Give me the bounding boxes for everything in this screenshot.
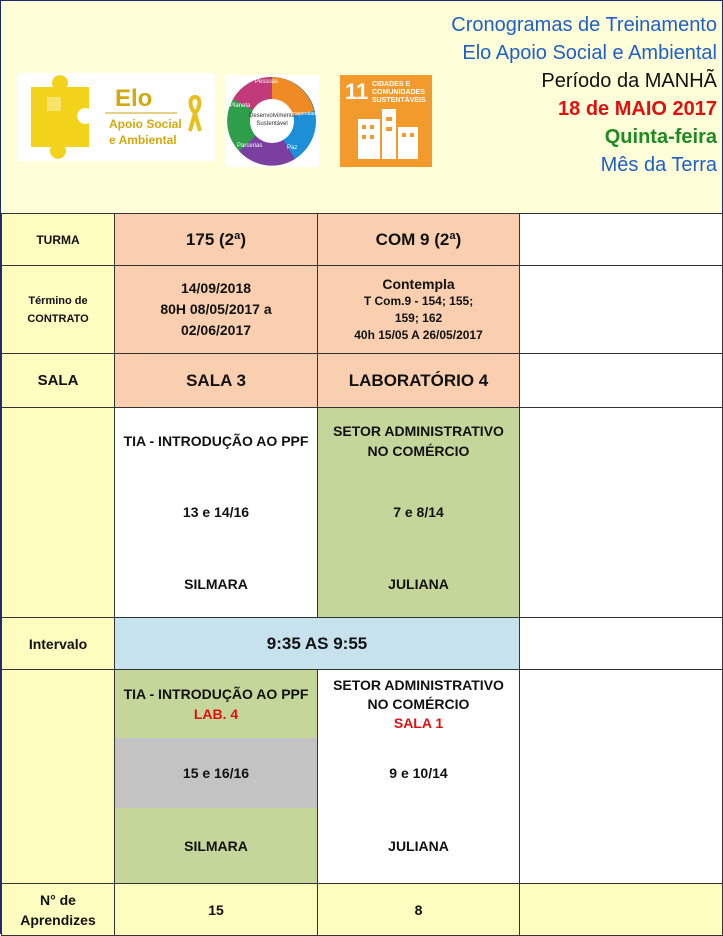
header-line-6: Mês da Terra [600, 154, 717, 176]
sdg-number: 11 [345, 79, 369, 104]
row-period-1 [2, 408, 723, 618]
row-termino [2, 266, 723, 354]
p2-a-room: LAB. 4 [193, 706, 239, 722]
elo-title: Elo [115, 85, 153, 112]
city-buildings-icon [340, 75, 432, 167]
p1-a-teacher: SILMARA [184, 575, 248, 592]
empty-cell [520, 884, 723, 936]
aprendizes-label-1: N° de [40, 891, 76, 908]
row-turma [2, 214, 723, 266]
header-line-3: Período da MANHÃ [541, 70, 717, 92]
ods-paz: Paz [287, 145, 298, 151]
sala-b: LABORATÓRIO 4 [318, 354, 520, 408]
p1-b-days: 7 e 8/14 [393, 504, 444, 520]
header-titles [451, 11, 717, 179]
header-date: 18 de MAIO 2017 [558, 98, 717, 120]
ods-pessoas: Pessoas [255, 79, 279, 85]
ods-parcerias: Parcerias [237, 143, 263, 149]
p2-a-teacher: SILMARA [115, 808, 317, 883]
intervalo-label: Intervalo [2, 618, 115, 670]
termino-b-3: 159; 162 [394, 311, 443, 325]
turma-label: TURMA [2, 214, 115, 266]
termino-a-2: 80H 08/05/2017 a [160, 301, 272, 317]
p1-a-subject: TIA - INTRODUÇÃO AO PPF [123, 433, 309, 449]
termino-b-4: 40h 15/05 A 26/05/2017 [354, 328, 483, 342]
p2-a-subject: TIA - INTRODUÇÃO AO PPF [123, 686, 309, 702]
p2-a-subject-block [115, 670, 317, 738]
termino-b-1: Contempla [382, 276, 455, 292]
period-2-label [2, 670, 115, 884]
p1-b-subject [318, 408, 519, 474]
row-sala [2, 354, 723, 408]
empty-cell [520, 354, 723, 408]
header-weekday: Quinta-feira [604, 126, 717, 148]
termino-a-1: 14/09/2018 [180, 280, 252, 296]
p1-b-subject-2: NO COMÉRCIO [367, 443, 470, 459]
ods-center-label-2: Sustentável [256, 121, 288, 127]
ods-planeta: Planeta [230, 103, 251, 109]
p2-b-subject-1: SETOR ADMINISTRATIVO [333, 676, 504, 693]
termino-b [318, 266, 520, 354]
period-1-label [2, 408, 115, 618]
ods-prosperidade: Prosperidade [289, 111, 319, 117]
period-2-b [318, 670, 520, 884]
period-1-b [318, 408, 520, 618]
termino-b-2: T Com.9 - 154; 155; [363, 294, 474, 308]
aprendizes-label-2: Aprendizes [20, 911, 96, 928]
p2-a-days: 15 e 16/16 [115, 738, 317, 808]
turma-b: COM 9 (2ª) [318, 214, 520, 266]
turma-a: 175 (2ª) [115, 214, 318, 266]
p2-b-subject-2: NO COMÉRCIO [367, 695, 470, 712]
p2-b-days: 9 e 10/14 [389, 765, 448, 781]
elo-logo [17, 73, 215, 161]
aprendizes-a: 15 [115, 884, 318, 936]
row-intervalo [2, 618, 723, 670]
empty-cell [520, 408, 723, 618]
row-aprendizes [2, 884, 723, 936]
p1-a-days: 13 e 14/16 [182, 504, 250, 520]
row-period-2 [2, 670, 723, 884]
elo-subtitle-1: Apoio Social [109, 117, 182, 131]
intervalo-value: 9:35 AS 9:55 [115, 618, 520, 670]
sala-label: SALA [2, 354, 115, 408]
sustainable-development-logo [225, 75, 319, 167]
sdg-11-logo [340, 75, 432, 167]
ods-center-label-1: Desenvolvimento [249, 113, 296, 119]
aprendizes-label [2, 884, 115, 936]
termino-a [115, 266, 318, 354]
header [1, 1, 722, 215]
header-line-2: Elo Apoio Social e Ambiental [462, 42, 717, 64]
empty-cell [520, 266, 723, 354]
header-line-1: Cronogramas de Treinamento [451, 14, 717, 36]
aprendizes-b: 8 [318, 884, 520, 936]
period-1-a [115, 408, 318, 618]
empty-cell [520, 214, 723, 266]
termino-label-1: Término de [28, 294, 88, 307]
p2-b-teacher: JULIANA [388, 837, 449, 854]
elo-subtitle-2: e Ambiental [109, 133, 177, 147]
p1-b-subject-1: SETOR ADMINISTRATIVO [333, 423, 504, 439]
empty-cell [520, 670, 723, 884]
sdg-title: CIDADES E COMUNIDADES SUSTENTÁVEIS [372, 81, 426, 104]
p2-b-subject-block [318, 670, 519, 738]
sala-a: SALA 3 [115, 354, 318, 408]
termino-label-2: CONTRATO [27, 312, 89, 325]
period-2-a [115, 670, 318, 884]
termino-label [2, 266, 115, 354]
termino-a-3: 02/06/2017 [180, 322, 252, 338]
p1-b-teacher: JULIANA [388, 575, 449, 592]
empty-cell [520, 618, 723, 670]
schedule-table [1, 213, 723, 936]
p2-b-room: SALA 1 [393, 714, 444, 731]
